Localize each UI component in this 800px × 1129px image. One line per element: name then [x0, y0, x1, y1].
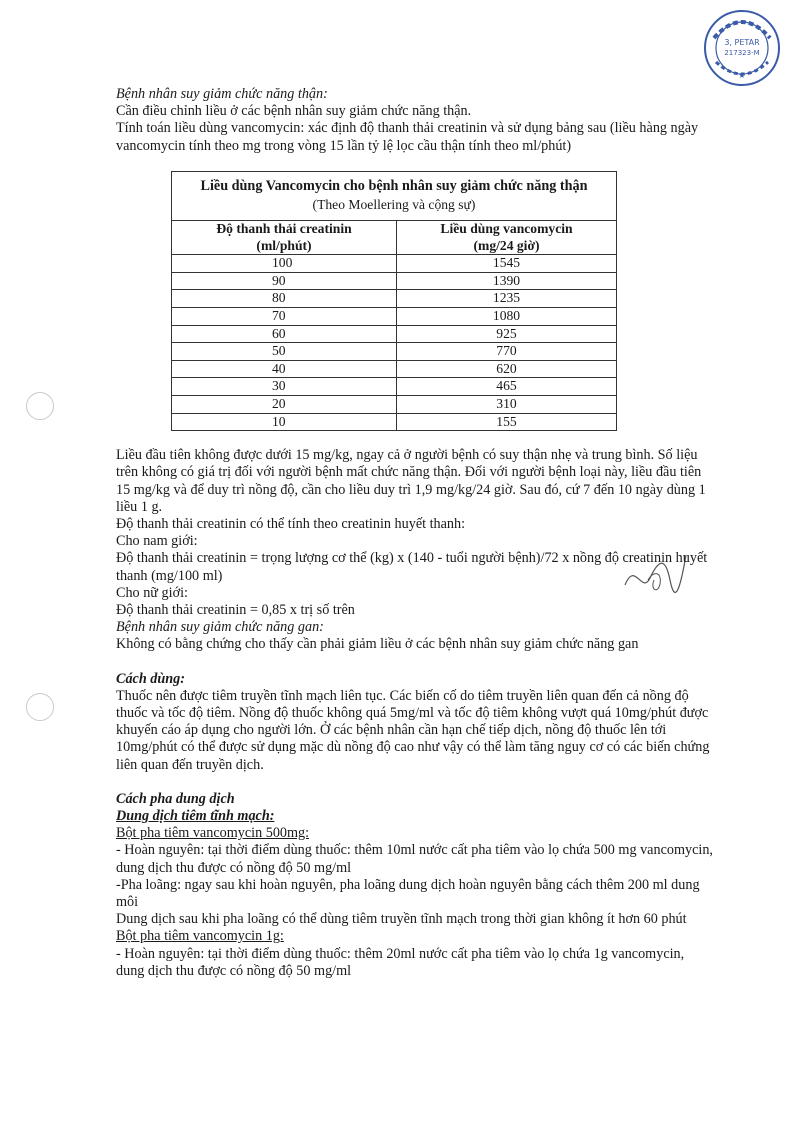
preparation-heading: Cách pha dung dịch: [116, 790, 235, 807]
table-row: [172, 325, 617, 343]
cell-clearance: 40: [172, 360, 397, 378]
svg-text:★: ★: [738, 71, 746, 80]
dose-table-container: [171, 171, 617, 431]
stamp-line-1: 3, PETAR: [724, 38, 760, 47]
table-row: [172, 343, 617, 361]
powder-500mg-dilution: -Pha loãng: ngay sau khi hoàn nguyên, pha loãng dung dịch hoàn nguyên bằng cách thêm 200 ml dung môi: [116, 876, 700, 910]
cell-clearance: 100: [172, 255, 397, 273]
cell-dose: 155: [397, 413, 617, 431]
cell-clearance: 30: [172, 378, 397, 396]
hepatic-impairment-text: Không có bằng chứng cho thấy cần phải giảm liều ở các bệnh nhân suy giảm chức năng gan: [116, 636, 639, 653]
punch-hole-upper: [26, 392, 54, 420]
renal-adjust-text: Cần điều chỉnh liều ở các bệnh nhân suy giảm chức năng thận.: [116, 103, 472, 120]
table-row: [172, 360, 617, 378]
powder-500mg-reconstitution: - Hoàn nguyên: tại thời điểm dùng thuốc: thêm 10ml nước cất pha tiêm vào lọ chứa 500 mg vancomycin, dung dịch thu được có nồng độ 50 mg/ml: [116, 842, 713, 876]
company-stamp-seal: [702, 8, 782, 88]
table-row: [172, 307, 617, 325]
cell-dose: 770: [397, 343, 617, 361]
female-label: Cho nữ giới:: [116, 584, 188, 601]
cell-dose: 1545: [397, 255, 617, 273]
table-title: Liều dùng Vancomycin cho bệnh nhân suy giảm chức năng thận: [172, 171, 617, 197]
cell-dose: 310: [397, 395, 617, 413]
cell-clearance: 50: [172, 343, 397, 361]
powder-1g-label: Bột pha tiêm vancomycin 1g:: [116, 928, 284, 945]
table-row: [172, 378, 617, 396]
iv-solution-subheading: Dung dịch tiêm tĩnh mạch:: [116, 807, 275, 824]
cell-clearance: 20: [172, 395, 397, 413]
table-subtitle: (Theo Moellering và cộng sự): [172, 197, 617, 220]
cell-dose: 1080: [397, 307, 617, 325]
table-row: [172, 290, 617, 308]
cell-clearance: 80: [172, 290, 397, 308]
renal-dose-table: [171, 171, 617, 431]
cell-clearance: 90: [172, 272, 397, 290]
col-header-dose: Liều dùng vancomycin (mg/24 giờ): [397, 221, 617, 255]
cell-clearance: 70: [172, 307, 397, 325]
clearance-calc-intro: Độ thanh thải creatinin có thể tính theo creatinin huyết thanh:: [116, 515, 466, 532]
powder-500mg-note: Dung dịch sau khi pha loãng có thể dùng tiêm truyền tĩnh mạch trong thời gian không ít hơn 60 phút: [116, 911, 687, 928]
cell-dose: 1390: [397, 272, 617, 290]
cell-clearance: 60: [172, 325, 397, 343]
hepatic-impairment-heading: Bệnh nhân suy giảm chức năng gan:: [116, 619, 324, 636]
administration-text: Thuốc nên được tiêm truyền tĩnh mạch liên tục. Các biến cố do tiêm truyền liên quan đến cả nồng độ thuốc và tốc độ tiêm. Nồng độ thuốc không quá 5mg/ml và tốc độ tiêm không vượt quá 10mg/phút được khuyến cáo áp dụng cho người lớn. Ở các bệnh nhân cần hạn chế tiếp dịch, nồng độ thuốc lên tới 10mg/phút có thể được sử dụng mặc dù nồng độ cao như vậy có thể làm tăng nguy cơ có các biến chứng liên quan đến truyền dịch.: [116, 687, 710, 773]
cell-dose: 925: [397, 325, 617, 343]
table-row: [172, 395, 617, 413]
initial-dose-paragraph: Liều đầu tiên không được dưới 15 mg/kg, ngay cả ở người bệnh có suy thận nhẹ và trung bình. Số liệu trên không có giá trị đối với người bệnh mất chức năng thận. Đối với người bệnh loại này, liều đầu tiên 15 mg/kg và để duy trì nồng độ, cần cho liều duy trì 1,9 mg/kg/24 giờ. Sau đó, cứ 7 đến 10 ngày dùng 1 liều 1 g.: [116, 447, 706, 515]
cell-dose: 620: [397, 360, 617, 378]
powder-500mg-label: Bột pha tiêm vancomycin 500mg:: [116, 825, 310, 842]
cell-dose: 1235: [397, 290, 617, 308]
powder-1g-reconstitution: - Hoàn nguyên: tại thời điểm dùng thuốc: thêm 20ml nước cất pha tiêm vào lọ chứa 1g vancomycin, dung dịch thu được có nồng độ 50 mg/ml: [116, 945, 685, 979]
administration-heading: Cách dùng:: [116, 670, 185, 687]
cell-dose: 465: [397, 378, 617, 396]
cell-clearance: 10: [172, 413, 397, 431]
punch-hole-lower: [26, 693, 54, 721]
male-formula: Độ thanh thải creatinin = trọng lượng cơ thể (kg) x (140 - tuổi người bệnh)/72 x nồng độ creatinin huyết thanh (mg/100 ml): [116, 550, 708, 584]
col-header-clearance: Độ thanh thải creatinin (ml/phút): [172, 221, 397, 255]
stamp-line-2: 217323-M: [724, 49, 760, 57]
table-row: [172, 413, 617, 431]
female-formula: Độ thanh thải creatinin = 0,85 x trị số trên: [116, 601, 355, 618]
renal-impairment-heading: Bệnh nhân suy giảm chức năng thận:: [116, 86, 328, 102]
dose-calculation-text: Tính toán liều dùng vancomycin: xác định độ thanh thải creatinin và sử dụng bảng sau (liều hàng ngày vancomycin tính theo mg trong vòng 15 lần tỷ lệ lọc cầu thận tính theo ml/phút): [116, 120, 699, 154]
table-row: [172, 272, 617, 290]
dose-table-body: [172, 255, 617, 431]
document-body: [116, 86, 716, 980]
table-row: [172, 255, 617, 273]
male-label: Cho nam giới:: [116, 533, 198, 550]
